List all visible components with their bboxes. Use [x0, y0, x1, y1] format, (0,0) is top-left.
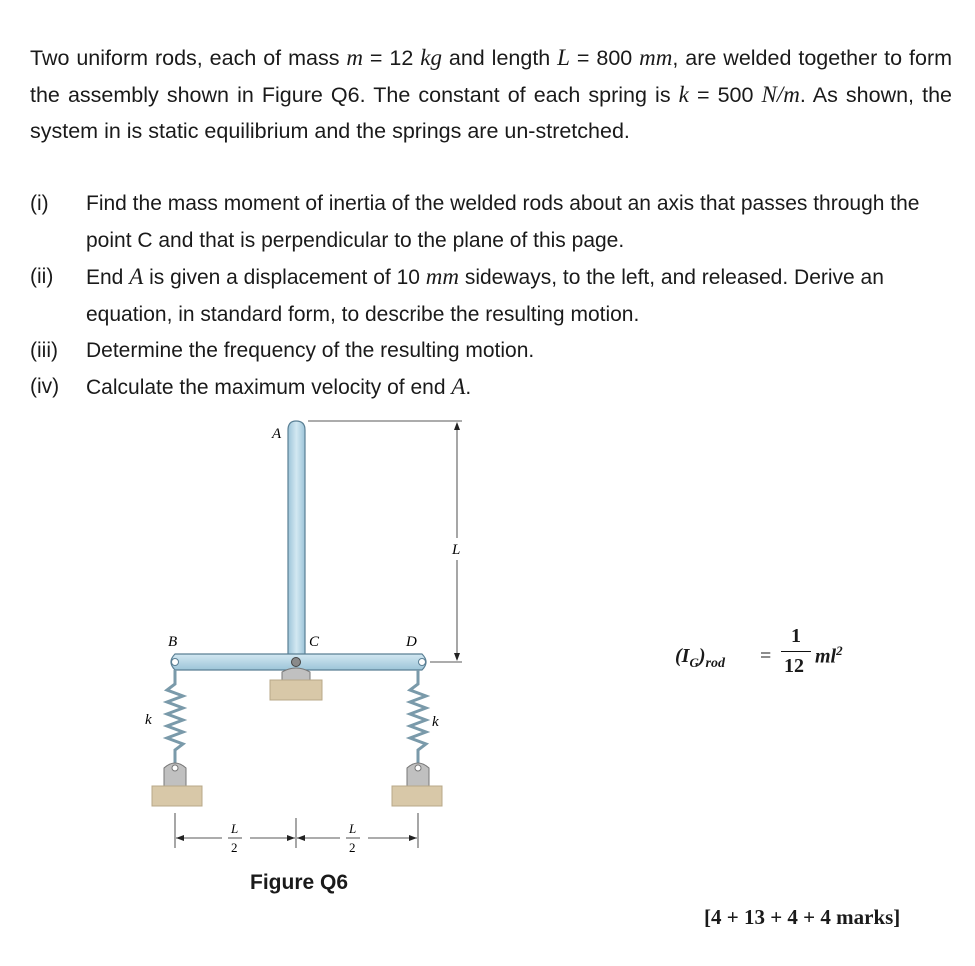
q2-text-a: End [86, 266, 130, 289]
label-C: C [309, 634, 320, 650]
question-2 [30, 258, 955, 332]
pivot-support [282, 668, 310, 680]
vertical-rod [288, 421, 305, 656]
label-L: L [452, 542, 461, 558]
formula-ml: ml [815, 645, 837, 668]
dim-arrow-up [454, 422, 460, 430]
formula-denominator: 12 [784, 655, 804, 677]
formula-sub-rod: rod [705, 656, 725, 671]
intro-text-2: and length [441, 46, 558, 70]
spring-unit: N/m [761, 81, 800, 107]
label-k-right: k [432, 714, 439, 730]
length-symbol: L [557, 45, 570, 70]
label-D: D [406, 634, 417, 650]
dim-arrow-4 [409, 835, 417, 841]
formula-I: (I [675, 645, 690, 667]
formula-fraction-bar [781, 651, 811, 652]
formula-rhs [815, 643, 843, 669]
question-text [86, 258, 956, 333]
intro-text-1: Two uniform rods, each of mass [30, 46, 347, 70]
label-A: A [272, 426, 282, 442]
label-k-left: k [145, 712, 152, 728]
half-L-num-2: L [349, 821, 357, 836]
question-3 [30, 332, 955, 369]
q4-text-a: Calculate the maximum velocity of end [86, 376, 452, 399]
formula-sub-G: G [689, 655, 699, 670]
spring-symbol: k [678, 81, 689, 107]
point-A-symbol: A [451, 374, 466, 399]
intro-text-3: , are welded together to form the assembly shown in Figure Q6. The constant of each spring is [30, 46, 953, 107]
right-mount-pin [415, 765, 421, 771]
half-L-den-1: 2 [231, 840, 238, 855]
moment-of-inertia-formula [675, 625, 875, 685]
end-D-pin [419, 659, 426, 666]
left-spring [167, 670, 183, 763]
right-ground [392, 786, 442, 806]
unit-mm: mm [425, 264, 459, 289]
label-B: B [168, 634, 178, 650]
pivot-C [292, 658, 301, 667]
question-text [86, 368, 956, 406]
figure-caption: Figure Q6 [250, 871, 349, 894]
question-text: Find the mass moment of inertia of the welded rods about an axis that passes through the point C and that is perpendicular to the plane of this page. [86, 192, 920, 252]
formula-numerator: 1 [791, 625, 801, 647]
half-L-num-1: L [231, 821, 239, 836]
question-number: (ii) [30, 265, 54, 288]
formula-left [675, 645, 725, 672]
question-1 [30, 185, 955, 259]
center-ground [270, 680, 322, 700]
formula-exponent: 2 [836, 643, 843, 658]
left-ground [152, 786, 202, 806]
question-4 [30, 368, 955, 405]
intro-text-4: . As shown, the system in is static equilibrium and the springs are un-stretched. [30, 82, 952, 143]
spring-value: = 500 [688, 82, 762, 107]
question-number: (i) [30, 192, 49, 215]
marks-allocation: [4 + 13 + 4 + 4 marks] [704, 905, 901, 929]
left-mount-pin [172, 765, 178, 771]
dim-arrow-3 [297, 835, 305, 841]
q4-text-b: . [465, 376, 472, 399]
figure-q6-diagram [130, 418, 470, 868]
formula-equals: = [760, 645, 772, 667]
question-number: (iii) [30, 339, 58, 362]
end-B-pin [172, 659, 179, 666]
q2-text-b: is given a displacement of 10 [143, 266, 426, 289]
q2-text-c: sideways, to the left, and released. Derive an equation, in standard form, to describe the resulting motion. [86, 266, 884, 326]
length-unit: mm [639, 45, 673, 70]
dim-arrow-1 [176, 835, 184, 841]
dim-arrow-2 [287, 835, 295, 841]
right-spring [410, 670, 426, 763]
mass-unit: kg [420, 45, 442, 70]
formula-paren: ) [698, 645, 706, 667]
point-A-symbol: A [129, 264, 144, 289]
length-value: = 800 [569, 46, 640, 70]
half-L-den-2: 2 [349, 840, 356, 855]
dim-arrow-down [454, 653, 460, 661]
problem-statement [30, 40, 952, 150]
question-text: Determine the frequency of the resulting motion. [86, 339, 535, 362]
question-number: (iv) [30, 375, 60, 398]
mass-value: = 12 [363, 46, 421, 70]
mass-symbol: m [346, 45, 363, 70]
